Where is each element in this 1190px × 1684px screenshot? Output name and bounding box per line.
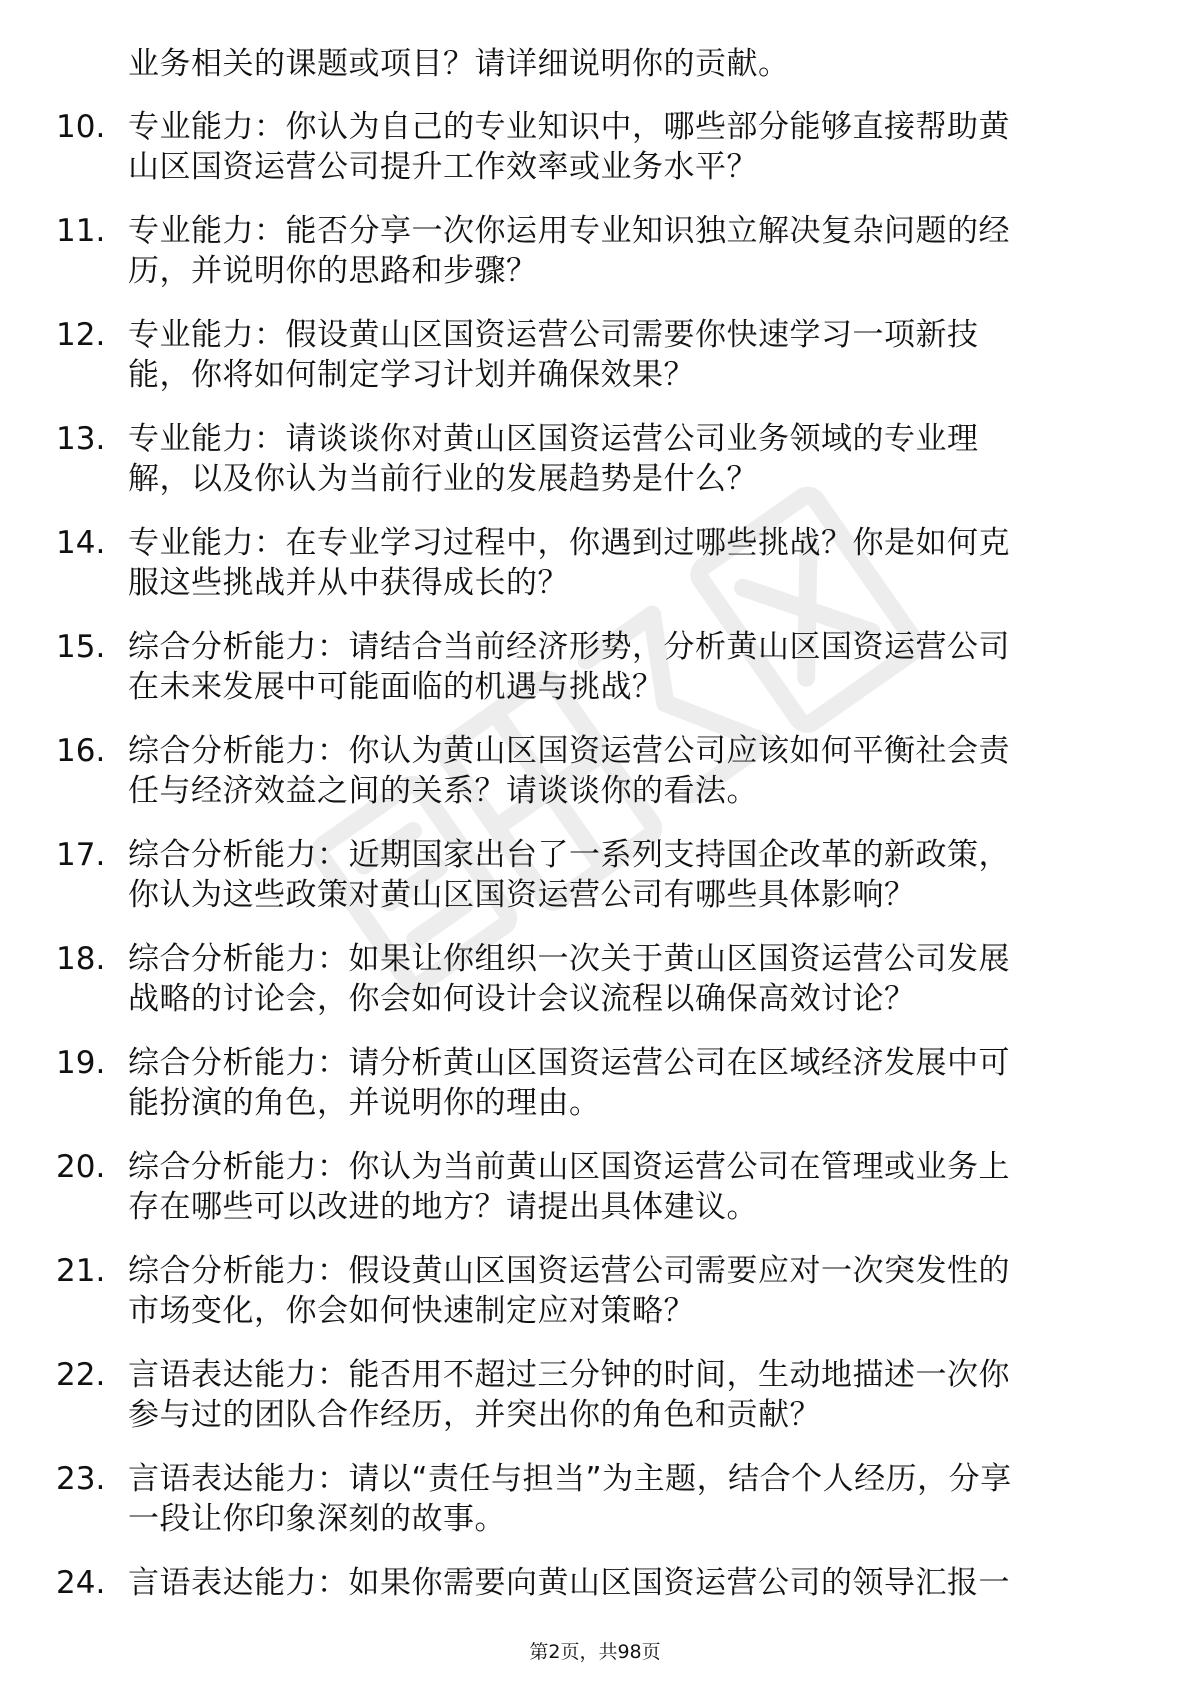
- question-line: 能扮演的角色，并说明你的理由。: [128, 1085, 601, 1121]
- question-text: [128, 211, 1118, 291]
- question-text: [128, 835, 1118, 915]
- question-number: 11.: [56, 213, 106, 249]
- question-item: [0, 523, 1190, 601]
- question-line: 专业能力：请谈谈你对黄山区国资运营公司业务领域的专业理: [128, 421, 979, 457]
- continued-question-text: 业务相关的课题或项目？请详细说明你的贡献。: [128, 46, 790, 82]
- question-number: 22.: [56, 1357, 106, 1393]
- question-text: [128, 1043, 1118, 1123]
- question-number: 23.: [56, 1461, 106, 1497]
- question-line: 综合分析能力：你认为当前黄山区国资运营公司在管理或业务上: [128, 1149, 1010, 1185]
- question-item: [0, 1251, 1190, 1329]
- question-line: 专业能力：你认为自己的专业知识中，哪些部分能够直接帮助黄: [128, 109, 1010, 145]
- question-item: [0, 1043, 1190, 1121]
- question-line: 综合分析能力：如果让你组织一次关于黄山区国资运营公司发展: [128, 941, 1010, 977]
- question-item: [0, 419, 1190, 497]
- question-line: 言语表达能力：能否用不超过三分钟的时间，生动地描述一次你: [128, 1357, 1010, 1393]
- question-line: 在未来发展中可能面临的机遇与挑战？: [128, 669, 664, 705]
- question-item: [0, 939, 1190, 1017]
- question-line: 山区国资运营公司提升工作效率或业务水平？: [128, 149, 758, 185]
- question-text: [128, 939, 1118, 1019]
- question-item: [0, 1355, 1190, 1433]
- question-line: 服这些挑战并从中获得成长的？: [128, 565, 569, 601]
- question-line: 综合分析能力：请结合当前经济形势，分析黄山区国资运营公司: [128, 629, 1010, 665]
- question-line: 综合分析能力：近期国家出台了一系列支持国企改革的新政策，: [128, 837, 1010, 873]
- question-number: 15.: [56, 629, 106, 665]
- question-list: [0, 107, 1190, 1667]
- question-line: 战略的讨论会，你会如何设计会议流程以确保高效讨论？: [128, 981, 916, 1017]
- question-text: [128, 523, 1118, 603]
- question-line: 言语表达能力：请以“责任与担当”为主题，结合个人经历，分享: [128, 1461, 1012, 1497]
- question-line: 能，你将如何制定学习计划并确保效果？: [128, 357, 695, 393]
- question-item: [0, 835, 1190, 913]
- question-text: [128, 627, 1118, 707]
- question-item: [0, 731, 1190, 809]
- question-number: 13.: [56, 421, 106, 457]
- question-item: [0, 211, 1190, 289]
- question-line: 综合分析能力：请分析黄山区国资运营公司在区域经济发展中可: [128, 1045, 1010, 1081]
- question-item: [0, 627, 1190, 705]
- question-line: 市场变化，你会如何快速制定应对策略？: [128, 1293, 695, 1329]
- question-number: 21.: [56, 1253, 106, 1289]
- question-line: 言语表达能力：如果你需要向黄山区国资运营公司的领导汇报一: [128, 1565, 1010, 1601]
- question-number: 16.: [56, 733, 106, 769]
- question-text: [128, 1251, 1118, 1331]
- question-text: [128, 1147, 1118, 1227]
- question-text: [128, 1563, 1118, 1603]
- question-line: 专业能力：在专业学习过程中，你遇到过哪些挑战？你是如何克: [128, 525, 1010, 561]
- question-number: 14.: [56, 525, 106, 561]
- question-line: 一段让你印象深刻的故事。: [128, 1501, 506, 1537]
- question-item: [0, 1563, 1190, 1641]
- question-text: [128, 731, 1118, 811]
- question-item: [0, 107, 1190, 185]
- question-line: 综合分析能力：你认为黄山区国资运营公司应该如何平衡社会责: [128, 733, 1010, 769]
- question-text: [128, 1459, 1118, 1539]
- question-line: 综合分析能力：假设黄山区国资运营公司需要应对一次突发性的: [128, 1253, 1010, 1289]
- question-line: 存在哪些可以改进的地方？请提出具体建议。: [128, 1189, 758, 1225]
- question-number: 24.: [56, 1565, 106, 1601]
- question-number: 19.: [56, 1045, 106, 1081]
- question-line: 历，并说明你的思路和步骤？: [128, 253, 538, 289]
- page-number-footer: 第2页，共98页: [529, 1641, 661, 1663]
- question-line: 解，以及你认为当前行业的发展趋势是什么？: [128, 461, 758, 497]
- question-line: 专业能力：假设黄山区国资运营公司需要你快速学习一项新技: [128, 317, 979, 353]
- question-text: [128, 315, 1118, 395]
- question-number: 12.: [56, 317, 106, 353]
- question-text: [128, 107, 1118, 187]
- question-text: [128, 419, 1118, 499]
- question-item: [0, 315, 1190, 393]
- question-item: [0, 1147, 1190, 1225]
- question-line: 参与过的团队合作经历，并突出你的角色和贡献？: [128, 1397, 821, 1433]
- question-text: [128, 1355, 1118, 1435]
- question-number: 18.: [56, 941, 106, 977]
- question-number: 17.: [56, 837, 106, 873]
- question-item: [0, 1459, 1190, 1537]
- question-line: 任与经济效益之间的关系？请谈谈你的看法。: [128, 773, 758, 809]
- question-line: 你认为这些政策对黄山区国资运营公司有哪些具体影响？: [128, 877, 916, 913]
- question-number: 10.: [56, 109, 106, 145]
- question-number: 20.: [56, 1149, 106, 1185]
- question-line: 专业能力：能否分享一次你运用专业知识独立解决复杂问题的经: [128, 213, 1010, 249]
